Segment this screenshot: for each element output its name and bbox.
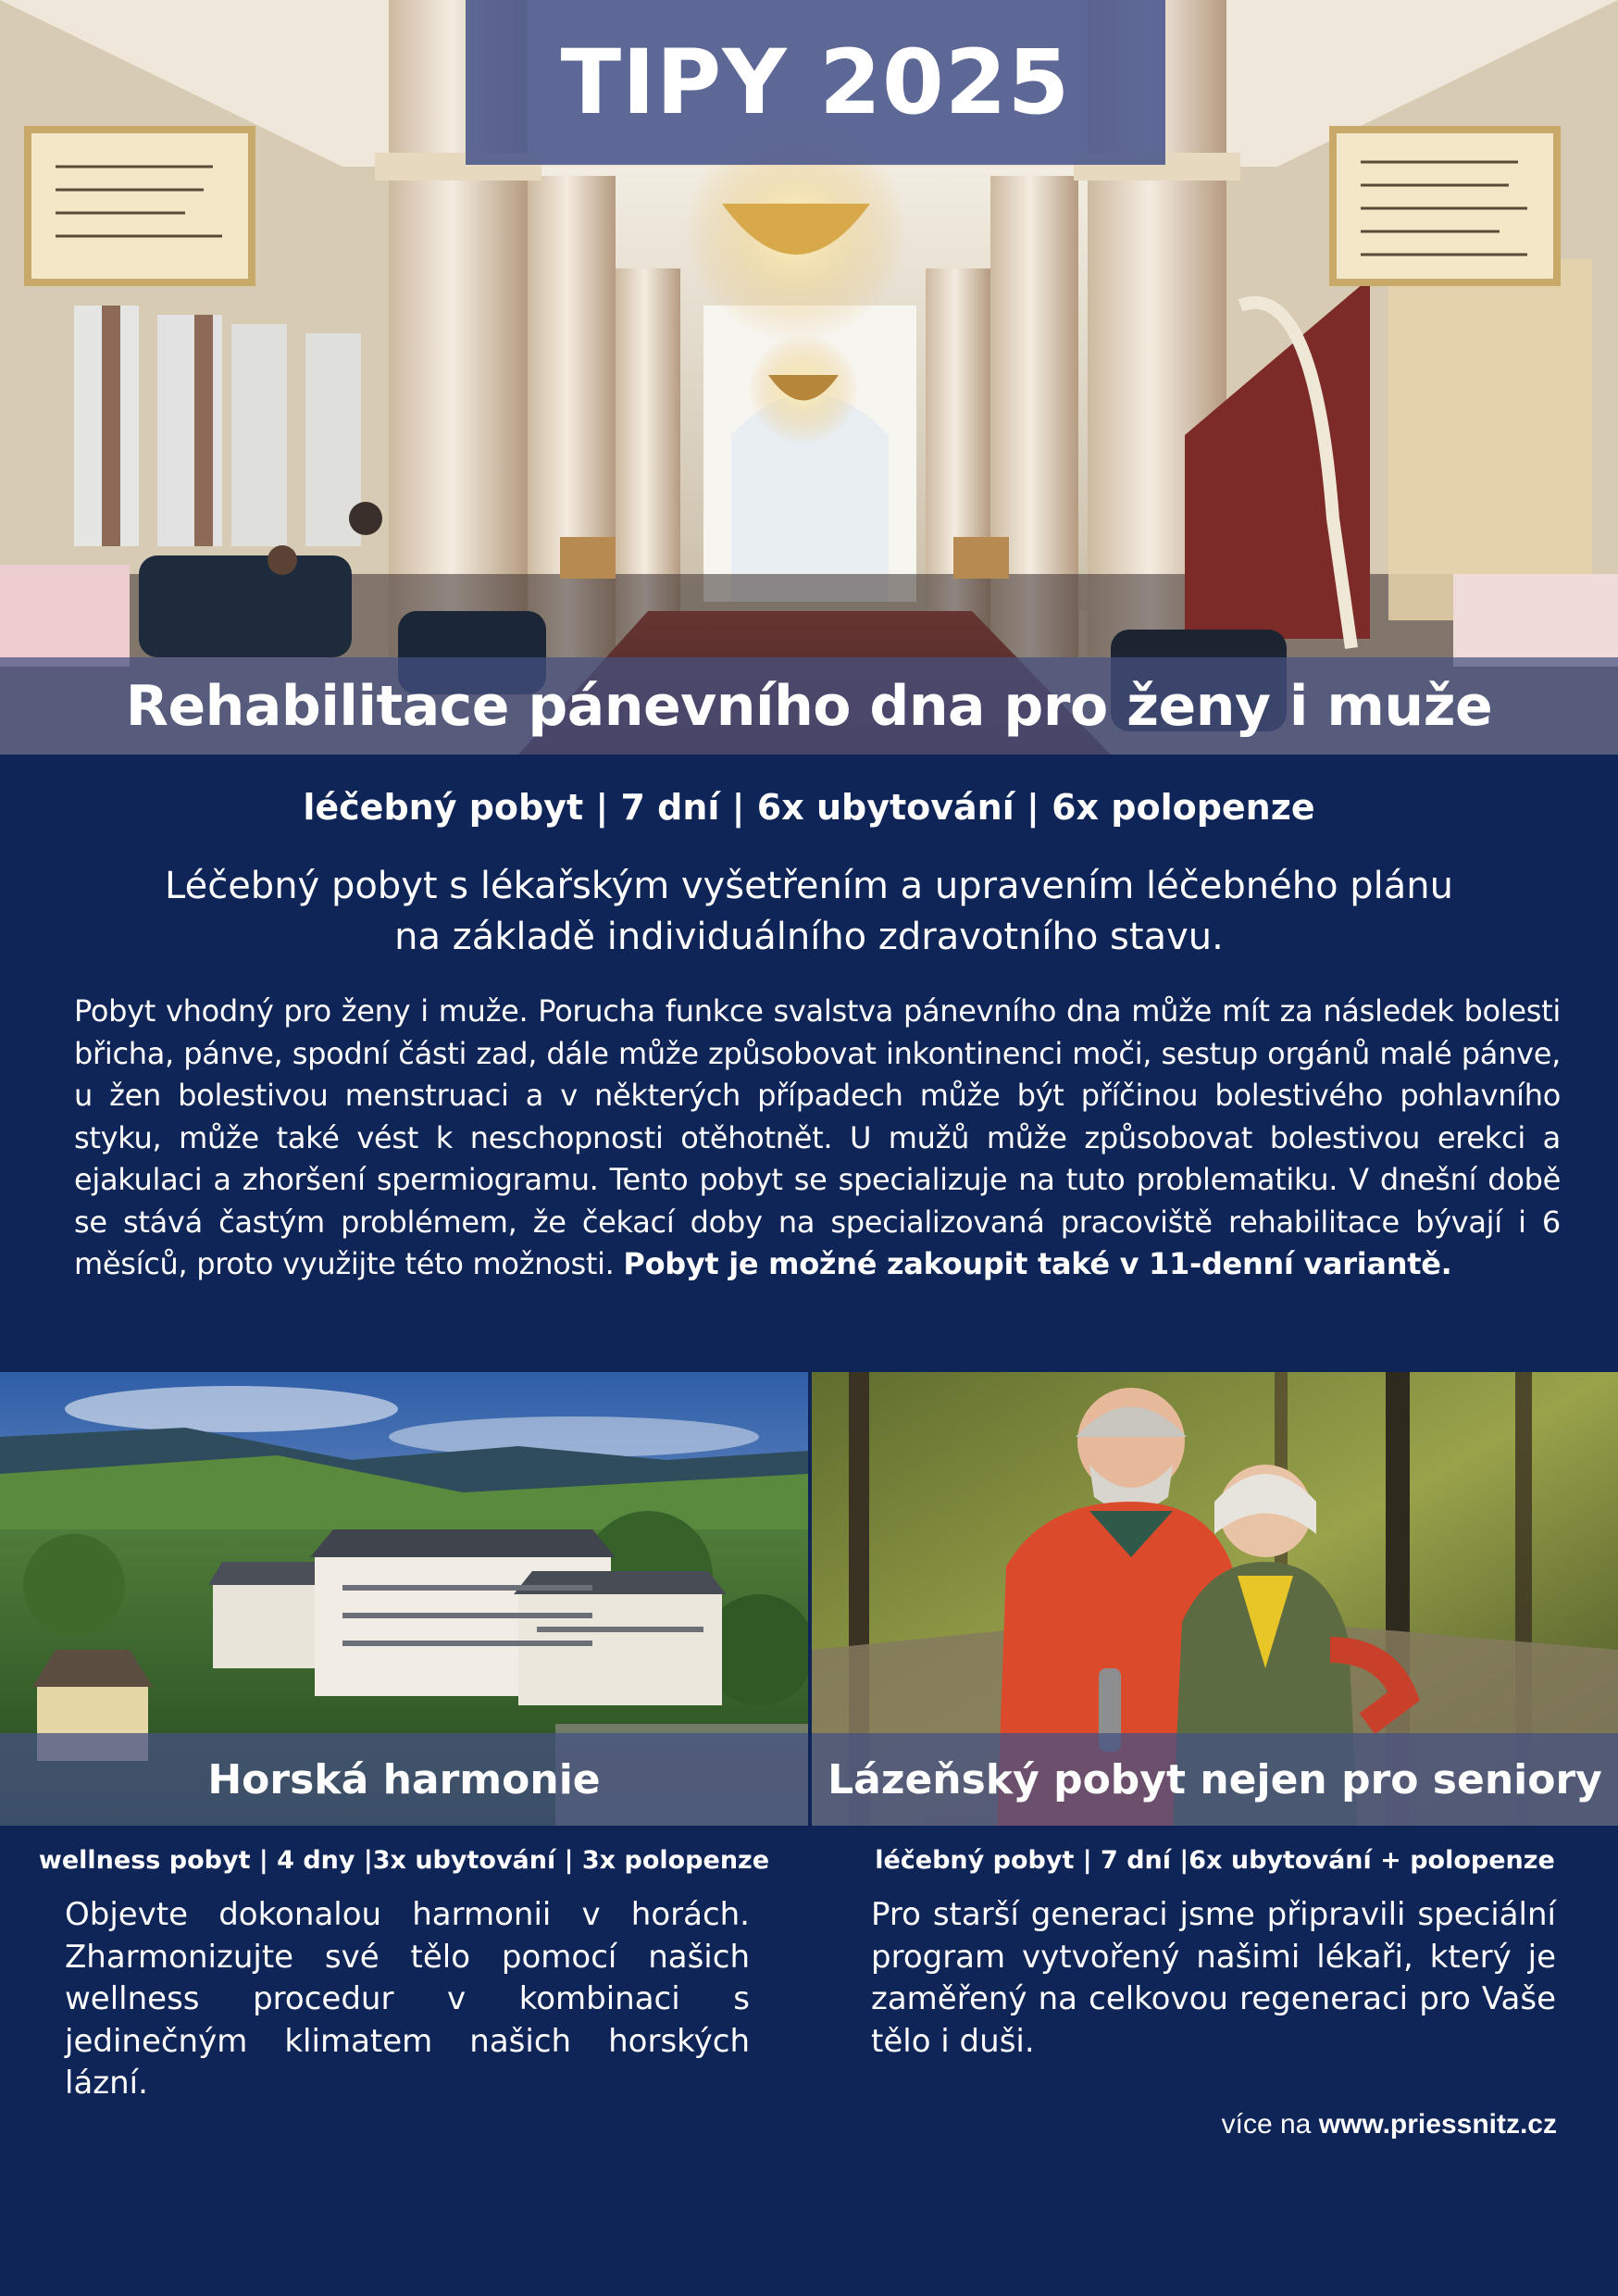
website-url[interactable]: www.priessnitz.cz: [1318, 2109, 1557, 2140]
website-prefix: více na: [1221, 2109, 1312, 2140]
body-bold-note: Pobyt je možné zakoupit také v 11-denní variantě.: [623, 1246, 1452, 1281]
card-right-text: Pro starší generaci jsme připravili speciální program vytvořený našimi lékaři, který je zaměřený na celkovou regeneraci pro Vaše tělo i duši.: [871, 1896, 1556, 2060]
main-heading-band: [0, 657, 1618, 755]
page-title: TIPY 2025: [560, 31, 1071, 134]
lead-line-1: Léčebný pobyt s lékařským vyšetřením a upravením léčebného plánu: [165, 865, 1453, 907]
main-offer-meta: léčebný pobyt | 7 dní | 6x ubytování | 6x polopenze: [303, 787, 1315, 828]
card-right-title: Lázeňský pobyt nejen pro seniory: [828, 1755, 1602, 1803]
main-offer-lead: [111, 861, 1507, 963]
hero-photo: [0, 0, 1618, 755]
card-left-text: Objevte dokonalou harmonii v horách. Zharmonizujte své tělo pomocí našich wellness procedur v kombinaci s jedinečným klimatem našich horských lázní.: [65, 1896, 750, 2102]
card-left-meta: wellness pobyt | 4 dny |3x ubytování | 3x polopenze: [38, 1846, 770, 1875]
website-link[interactable]: [1222, 2109, 1557, 2140]
card-right-meta: léčebný pobyt | 7 dní |6x ubytování + polopenze: [875, 1846, 1555, 1875]
card-left-band: [0, 1733, 808, 1826]
main-offer-heading: Rehabilitace pánevního dna pro ženy i muže: [125, 673, 1493, 739]
main-offer-body: [74, 991, 1561, 1286]
card-right-band: [812, 1733, 1618, 1826]
lead-line-2: na základě individuálního zdravotního stavu.: [394, 916, 1224, 958]
body-text: Pobyt vhodný pro ženy i muže. Porucha funkce svalstva pánevního dna může mít za následek bolesti břicha, pánve, spodní části zad, dále může způsobovat inkontinenci moči, sestup orgánů malé pánve, u žen bolestivou menstruaci a v některých případech může být příčinou bolestivého pohlavního styku, může také vést k neschopnosti otěhotnět. U mužů může způsobovat bolestivou erekci a ejakulaci a zhoršení spermiogramu. Tento pobyt se specializuje na tuto problematiku. V dnešní době se stává častým problémem, že čekací doby na specializovaná pracoviště rehabilitace bývají i 6 měsíců, proto využijte této možnosti.: [74, 993, 1561, 1281]
card-left-title: Horská harmonie: [207, 1755, 601, 1803]
title-banner: [466, 0, 1165, 165]
